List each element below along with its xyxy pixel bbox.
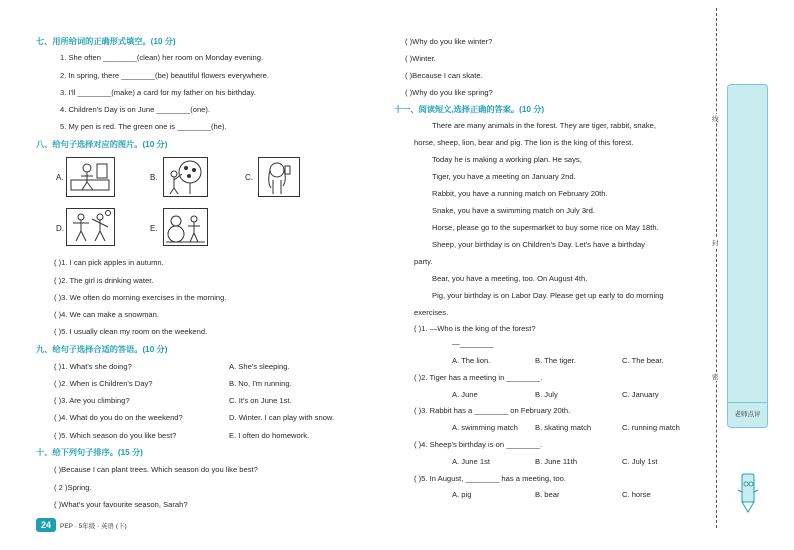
q2-option-a: A. June	[452, 390, 478, 399]
sec10-left-2: ( 2 )Spring.	[54, 483, 92, 492]
sec8-item-1: ( )1. I can pick apples in autumn.	[54, 258, 164, 267]
passage-line-8: Sheep, your birthday is on Children's Day. Let's have a birthday	[432, 240, 645, 249]
sec10-left-1: ( )Because I can plant trees. Which season do you like best?	[54, 465, 258, 474]
sec7-item-2: 2. In spring, there ________(be) beautiful flowers everywhere.	[60, 71, 269, 80]
q2-option-c: C. January	[622, 390, 659, 399]
reading-question-4: ( )4. Sheep's birthday is on ________.	[414, 440, 543, 449]
binding-mark-seal: 封	[712, 240, 719, 247]
teacher-comment-panel	[727, 84, 768, 428]
sec10-right-2: ( )Winter.	[405, 54, 436, 63]
picture-b-picking-apples	[163, 157, 208, 197]
sec9-question-4: ( )4. What do you do on the weekend?	[54, 413, 183, 422]
picture-e-making-snowman	[163, 208, 208, 246]
q3-option-c: C. running match	[622, 423, 680, 432]
reading-question-3: ( )3. Rabbit has a ________ on February 20th.	[414, 406, 571, 415]
passage-line-5: Rabbit, you have a running match on February 20th.	[432, 189, 608, 198]
pic-label-d: D.	[56, 224, 64, 233]
pencil-mascot-icon	[735, 470, 761, 514]
q1-option-a: A. The lion.	[452, 356, 491, 365]
passage-line-10: Bear, you have a meeting, too. On August 4th.	[432, 274, 588, 283]
sec10-right-1: ( )Why do you like winter?	[405, 37, 493, 46]
pic-label-a: A.	[56, 173, 64, 182]
q5-option-a: A. pig	[452, 490, 472, 499]
reading-question-2: ( )2. Tiger has a meeting in ________.	[414, 373, 543, 382]
sec9-question-2: ( )2. When is Children's Day?	[54, 379, 153, 388]
page-number: 24	[36, 518, 56, 532]
q2-option-b: B. July	[535, 390, 558, 399]
passage-line-3: Today he is making a working plan. He says,	[432, 155, 582, 164]
q4-option-b: B. June 11th	[535, 457, 578, 466]
picture-c-drinking-water	[258, 157, 300, 197]
sec9-answer-d: D. Winter. I can play with snow.	[229, 413, 335, 422]
passage-line-6: Snake, you have a swimming match on July 3rd.	[432, 206, 595, 215]
pic-label-b: B.	[150, 173, 158, 182]
sec7-item-3: 3. I'll ________(make) a card for my father on his birthday.	[60, 88, 256, 97]
q1-option-c: C. The bear.	[622, 356, 664, 365]
sec8-item-2: ( )2. The girl is drinking water.	[54, 276, 154, 285]
sec7-item-1: 1. She often ________(clean) her room on Monday evening.	[60, 53, 264, 62]
binding-mark-line: 线	[712, 116, 719, 123]
q3-option-b: B. skating match	[535, 423, 592, 432]
sec8-item-3: ( )3. We often do morning exercises in the morning.	[54, 293, 227, 302]
sec8-item-4: ( )4. We can make a snowman.	[54, 310, 159, 319]
q3-option-a: A. swimming match	[452, 423, 518, 432]
passage-line-4: Tiger, you have a meeting on January 2nd.	[432, 172, 576, 181]
sec9-answer-a: A. She's sleeping.	[229, 362, 290, 371]
sec9-answer-c: C. It's on June 1st.	[229, 396, 292, 405]
sec7-item-5: 5. My pen is red. The green one is ________(he).	[60, 122, 227, 131]
q4-option-a: A. June 1st	[452, 457, 490, 466]
sec7-item-4: 4. Children's Day is on June ________(one).	[60, 105, 211, 114]
section8-title: 八、给句子选择对应的图片。(10 分)	[36, 140, 168, 149]
q4-option-c: C. July 1st	[622, 457, 658, 466]
passage-line-1: There are many animals in the forest. They are tiger, rabbit, snake,	[432, 121, 656, 130]
passage-line-7: Horse, please go to the supermarket to buy some rice on May 18th.	[432, 223, 659, 232]
sec10-right-4: ( )Why do you like spring?	[405, 88, 493, 97]
binding-mark-secret: 密	[712, 374, 719, 381]
sec10-left-3: ( )What's your favourite season, Sarah?	[54, 500, 188, 509]
teacher-comment-label: 老师点评	[728, 402, 767, 427]
q5-option-c: C. horse	[622, 490, 651, 499]
pic-label-c: C.	[245, 173, 253, 182]
passage-line-2: horse, sheep, lion, bear and pig. The lion is the king of this forest.	[414, 138, 634, 147]
binding-cut-line	[716, 8, 717, 528]
section10-title: 十、给下列句子排序。(15 分)	[36, 448, 143, 457]
sec9-answer-e: E. I often do homework.	[229, 431, 310, 440]
sec9-question-5: ( )5. Which season do you like best?	[54, 431, 177, 440]
section9-title: 九、给句子选择合适的答语。(10 分)	[36, 345, 168, 354]
reading-question-5: ( )5. In August, ________ has a meeting, too.	[414, 474, 566, 483]
q1-option-b: B. The tiger.	[535, 356, 576, 365]
section11-title: 十一、阅读短文,选择正确的答案。(10 分)	[394, 105, 545, 114]
section7-title: 七、用所给词的正确形式填空。(10 分)	[36, 37, 176, 46]
sec8-item-5: ( )5. I usually clean my room on the weekend.	[54, 327, 208, 336]
q5-option-b: B. bear	[535, 490, 560, 499]
sec9-question-1: ( )1. What's she doing?	[54, 362, 132, 371]
footer-text: PEP · 5年级 · 英语 (下)	[60, 523, 127, 530]
passage-line-12: exercises.	[414, 308, 449, 317]
picture-d-morning-exercises	[66, 208, 115, 246]
sec9-answer-b: B. No, I'm running.	[229, 379, 292, 388]
pic-label-e: E.	[150, 224, 158, 233]
reading-question-1-blank: —________	[452, 339, 494, 348]
picture-a-cleaning-room	[66, 157, 115, 197]
reading-question-1: ( )1. —Who is the king of the forest?	[414, 324, 536, 333]
sec9-question-3: ( )3. Are you climbing?	[54, 396, 130, 405]
passage-line-9: party.	[414, 257, 433, 266]
passage-line-11: Pig, your birthday is on Labor Day. Please get up early to do morning	[432, 291, 664, 300]
sec10-right-3: ( )Because I can skate.	[405, 71, 483, 80]
